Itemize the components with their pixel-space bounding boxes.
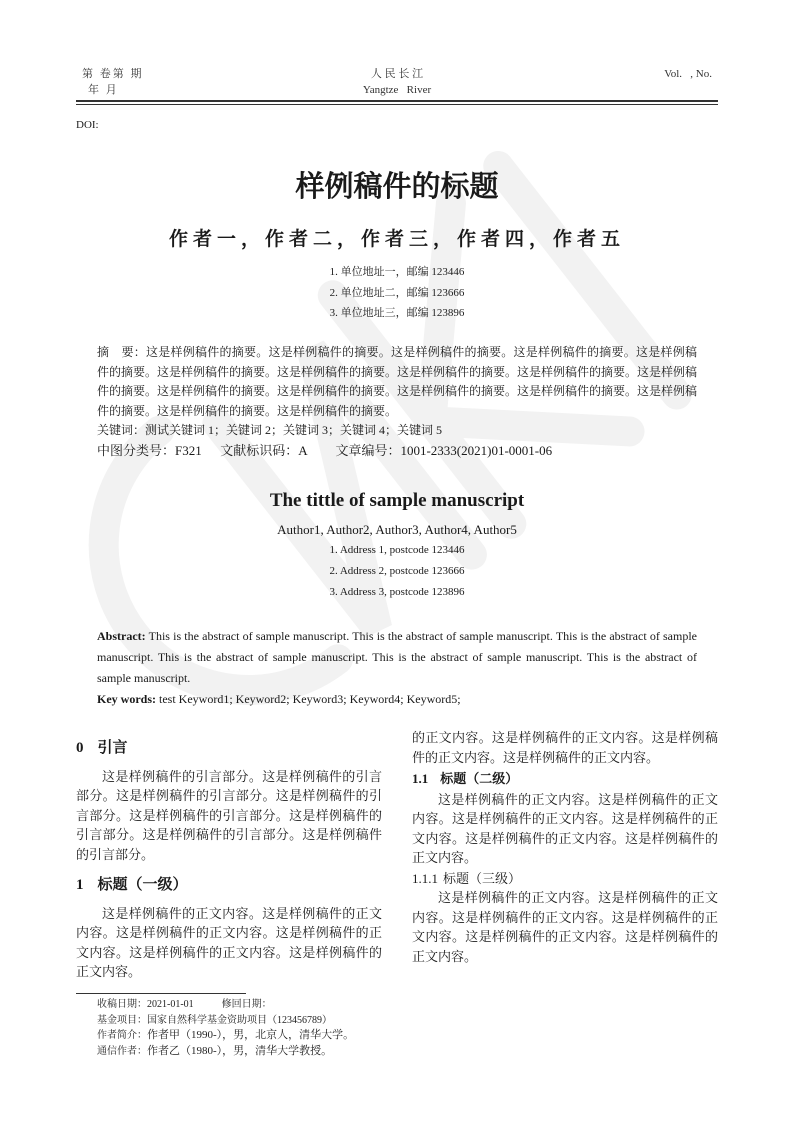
section-1-1-heading bbox=[412, 769, 718, 790]
footnote-bio bbox=[97, 1028, 354, 1044]
article-no-label: 文章编号： bbox=[335, 444, 401, 459]
section-1-text: 这是样例稿件的正文内容。这是样例稿件的正文内容。这是样例稿件的正文内容。这是样例稿件的正文内容。这是样例稿件的正文内容。这是样例稿件的正文内容。 bbox=[76, 905, 382, 979]
header-rule-thick bbox=[76, 100, 718, 102]
body-right-column bbox=[412, 728, 718, 966]
authors-en: Author1, Author2, Author3, Author4, Author5 bbox=[277, 522, 517, 537]
bio-label: 作者简介： bbox=[97, 1030, 147, 1041]
article-no-value: 1001-2333(2021)01-0001-06 bbox=[400, 443, 553, 458]
section-1-1-number: 1.1 bbox=[412, 771, 429, 786]
bio-value: 作者甲（1990-），男，北京人，清华大学。 bbox=[147, 1029, 355, 1041]
affiliation-cn-2: 2. 单位地址二，邮编 123666 bbox=[329, 287, 465, 299]
section-1-number: 1 bbox=[76, 877, 84, 893]
section-1-1-text: 这是样例稿件的正文内容。这是样例稿件的正文内容。这是样例稿件的正文内容。这是样例稿件的正文内容。这是样例稿件的正文内容。这是样例稿件的正文内容。 bbox=[412, 791, 718, 865]
received-label: 收稿日期： bbox=[97, 999, 147, 1010]
keywords-en-para bbox=[97, 689, 697, 710]
title-en: The tittle of sample manuscript bbox=[269, 490, 525, 511]
footnotes bbox=[97, 997, 354, 1059]
title-cn: 样例稿件的标题 bbox=[295, 169, 499, 203]
abstract-cn-text: 这是样例稿件的摘要。这是样例稿件的摘要。这是样例稿件的摘要。这是样例稿件的摘要。这是样例稿件的摘要。这是样例稿件的摘要。这是样例稿件的摘要。这是样例稿件的摘要。这是样例稿件的摘要。这是样例稿件的摘要。这是样例稿件的摘要。这是样例稿件的摘要。这是样例稿件的摘要。这是样例稿件的摘要。这是样例稿件的摘要。这是样例稿件的摘要。这是样例稿件的摘要。 bbox=[97, 345, 698, 418]
journal-name bbox=[340, 66, 454, 98]
abstract-cn bbox=[97, 343, 697, 421]
section-0-heading bbox=[76, 738, 382, 759]
classification-line bbox=[97, 441, 697, 462]
keywords-en-text: test Keyword1; Keyword2; Keyword3; Keyword4; Keyword5; bbox=[156, 692, 461, 706]
authors-cn: 作者一，作者二，作者三，作者四，作者五 bbox=[168, 228, 625, 250]
footnote-rule bbox=[76, 993, 246, 994]
footnote-corresponding bbox=[97, 1044, 354, 1060]
corr-value: 作者乙（1980-），男，清华大学教授。 bbox=[147, 1044, 333, 1057]
footnote-dates bbox=[97, 997, 354, 1013]
abstract-en-text: This is the abstract of sample manuscript. This is the abstract of sample manuscript. This is the abstract of sample manuscript. This is the abstract of sample manuscript. This is the abstract of sample manuscript. This is the abstract of sample manuscript. bbox=[97, 629, 697, 685]
affiliation-en-3: 3. Address 3, postcode 123896 bbox=[329, 586, 465, 598]
doi: DOI: bbox=[76, 119, 99, 131]
abstract-en bbox=[97, 626, 697, 710]
affiliation-cn-3: 3. 单位地址三，邮编 123896 bbox=[329, 307, 465, 319]
received-value: 2021-01-01 bbox=[147, 999, 194, 1010]
section-1-heading bbox=[76, 875, 382, 896]
issue-date: 年 月 bbox=[88, 84, 119, 96]
affiliation-en-1: 1. Address 1, postcode 123446 bbox=[329, 544, 465, 556]
keywords-cn bbox=[97, 421, 697, 441]
fund-label: 基金项目： bbox=[97, 1014, 147, 1026]
footnote-fund bbox=[97, 1013, 354, 1029]
affiliation-en-2: 2. Address 2, postcode 123666 bbox=[329, 565, 465, 577]
section-0-text: 这是样例稿件的引言部分。这是样例稿件的引言部分。这是样例稿件的引言部分。这是样例稿件的引言部分。这是样例稿件的引言部分。这是样例稿件的引言部分。这是样例稿件的引言部分。这是样例稿件的引言部分。 bbox=[76, 768, 382, 862]
keywords-en-label: Key words: bbox=[97, 692, 156, 706]
doc-code-label: 文献标识码： bbox=[220, 444, 299, 459]
abstract-cn-label: 摘 要： bbox=[97, 345, 146, 359]
corr-label: 通信作者： bbox=[97, 1045, 147, 1057]
issue-volume: 第 卷第 期 bbox=[82, 68, 144, 80]
keywords-cn-text: 测试关键词 1；关键词 2；关键词 3；关键词 4；关键词 5 bbox=[145, 423, 443, 437]
section-1-text-continued: 的正文内容。这是样例稿件的正文内容。这是样例稿件的正文内容。这是样例稿件的正文内容。 bbox=[412, 730, 718, 765]
fund-value: 国家自然科学基金资助项目（123456789） bbox=[147, 1014, 332, 1026]
doc-code-value: A bbox=[298, 443, 307, 458]
revised-label: 修回日期： bbox=[221, 999, 272, 1010]
section-0-number: 0 bbox=[76, 740, 84, 756]
section-1-title: 标题（一级） bbox=[97, 875, 188, 893]
section-0-title: 引言 bbox=[97, 738, 128, 756]
vol-no: Vol. , No. bbox=[664, 68, 712, 80]
issue-info bbox=[82, 66, 144, 98]
section-1-1-1-number: 1.1.1 bbox=[412, 870, 438, 886]
journal-name-en: Yangtze River bbox=[362, 84, 432, 96]
clc-value: F321 bbox=[175, 443, 202, 458]
body-left-column bbox=[76, 738, 382, 979]
section-1-1-title: 标题（二级） bbox=[440, 772, 519, 787]
keywords-cn-label: 关键词： bbox=[97, 423, 146, 437]
abstract-en-label: Abstract: bbox=[97, 629, 146, 643]
clc-label: 中图分类号： bbox=[97, 444, 176, 459]
section-1-1-1-title: 标题（三级） bbox=[443, 870, 522, 886]
abstract-en-para bbox=[97, 626, 697, 689]
journal-name-cn: 人 民 长 江 bbox=[370, 68, 424, 80]
affiliation-cn-1: 1. 单位地址一，邮编 123446 bbox=[329, 266, 465, 278]
section-1-1-1-heading bbox=[412, 869, 718, 889]
header-rule-thin bbox=[76, 104, 718, 105]
section-1-1-1-text: 这是样例稿件的正文内容。这是样例稿件的正文内容。这是样例稿件的正文内容。这是样例稿件的正文内容。这是样例稿件的正文内容。这是样例稿件的正文内容。 bbox=[412, 890, 718, 964]
